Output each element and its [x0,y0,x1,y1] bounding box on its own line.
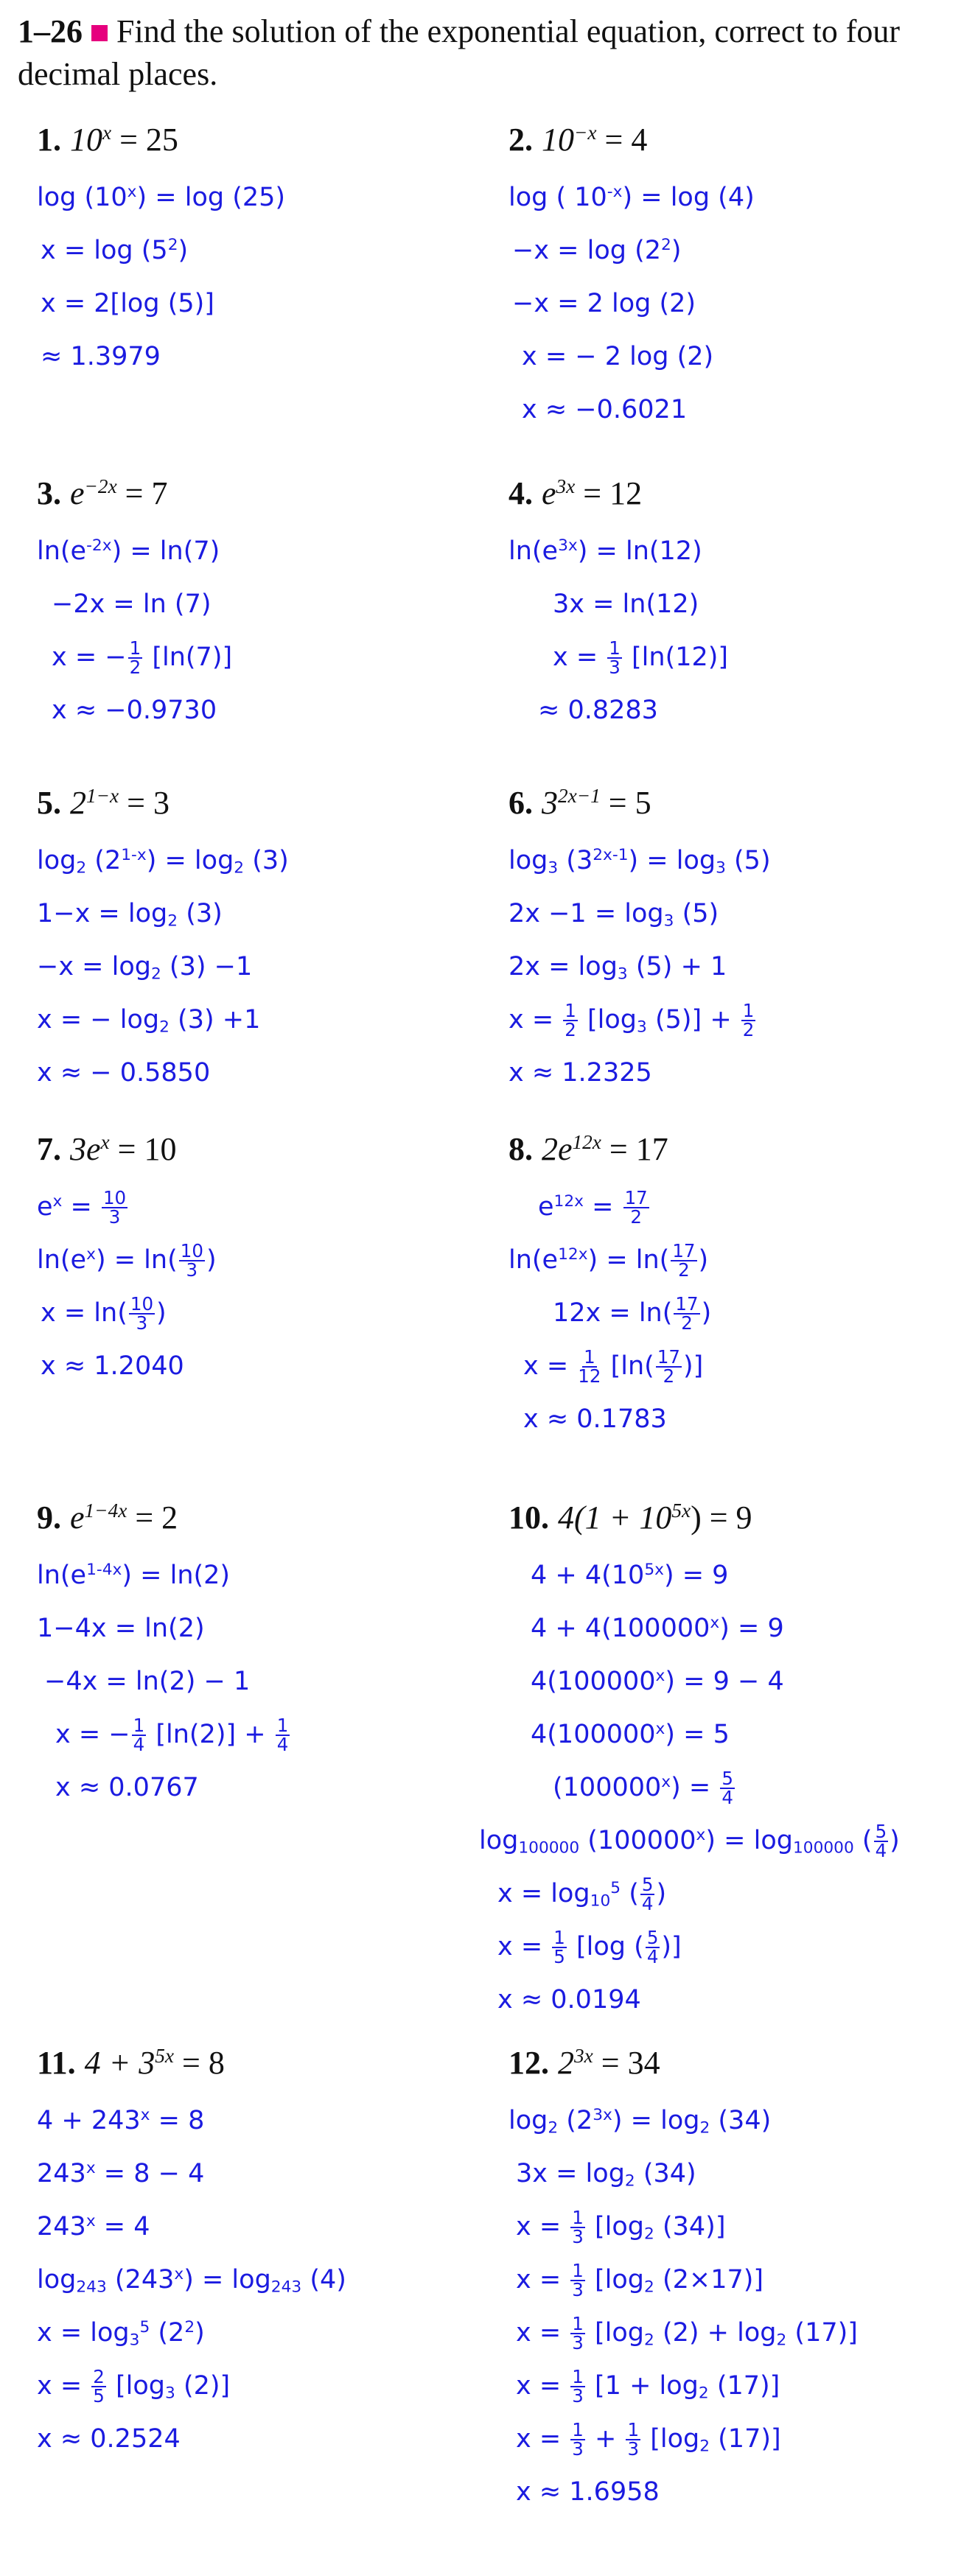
problem-number: 5. [37,785,61,821]
solution-step: x ≈ 0.0767 [55,1773,199,1802]
solution-step: $e^{12x}$ = $\frac{17}{2}$ [538,1186,648,1228]
problem-number: 7. [37,1131,61,1167]
problem-1 [37,118,286,371]
problem-12 [509,2041,858,2507]
problem-statement [37,1127,176,1172]
problem-4 [509,472,729,725]
magenta-square-icon [91,25,108,41]
equation-exponent: −2x [84,475,117,497]
solution-step: x ≈ 1.2040 [41,1351,184,1381]
solution-step: x = − $\frac{1}{4}$ [ln(2)] + $\frac{1}{4}$ [55,1714,289,1755]
problem-3 [37,472,233,725]
problem-statement [37,781,170,825]
equation-base: 2 [558,2045,574,2081]
solution-step: $e^x$ = $\frac{10}{3}$ [37,1186,127,1228]
equation-rest: ) = 9 [691,1499,752,1536]
equation-rest: = 34 [593,2045,660,2081]
equation-rest: = 5 [600,785,651,821]
equation-base: 4 + 3 [84,2045,155,2081]
equation-rest: = 4 [596,122,648,158]
equation-exponent: 5x [671,1499,691,1522]
solution-step: $4(100000^x) = 9 - 4$ [531,1667,784,1696]
solution-step: $\log_2 (2^{1-x}) = \log_2 (3)$ [37,846,289,878]
solution-step: x ≈ −0.6021 [522,395,688,424]
problem-5 [37,781,289,1088]
problem-statement [509,1496,752,1540]
equation-exponent: −x [574,122,597,144]
solution-step: x = $\frac{1}{3}$ [$\log_2$ (2×17)] [516,2259,764,2300]
equation-rest: = 25 [111,122,178,158]
solution-step: $\log (10^x) = \log (25)$ [37,183,286,212]
exercise-header [18,10,954,96]
solution-step: x ≈ 0.1783 [523,1404,667,1434]
equation-base: 3e [70,1131,101,1167]
solution-step: x = ln( $\frac{10}{3}$ ) [41,1292,167,1334]
problem-statement [37,2041,225,2085]
problem-10 [479,1496,900,2015]
equation-rest: = 8 [174,2045,225,2081]
solution-step: x ≈ −0.9730 [52,696,217,725]
solution-step: x = $\frac{1}{3}$ [$\log_2$ $(2) + \log_2 (17)$] [516,2312,858,2353]
equation-base: e [70,1499,85,1536]
problem-number: 8. [509,1131,533,1167]
solution-step: $\ln(e^x) = \ln$( $\frac{10}{3}$ ) [37,1239,217,1281]
solution-step: log ( $10^{-x}) = \log (4)$ [509,183,755,212]
solution-step: $2x = \log_3 (5) + 1$ [509,952,727,984]
problem-8 [509,1127,712,1434]
equation-base: 2 [70,785,86,821]
solution-step: 1−4x = ln(2) [37,1614,205,1643]
solution-step: x = $\frac{1}{5}$ [log ( $\frac{5}{4}$ )] [497,1926,682,1967]
solution-step: $x = \log_{10}^5$ ( $\frac{5}{4}$ ) [497,1873,667,1914]
solution-step: $-x = \log (2^2)$ [512,236,682,265]
exercise-range: 1–26 [18,13,83,49]
solution-step: 3x = ln(12) [553,589,699,619]
equation-exponent: 5x [155,2045,175,2067]
equation-base: 10 [542,122,574,158]
problem-statement [509,1127,668,1172]
solution-step: x ≈ 1.6958 [516,2477,660,2507]
problem-statement [509,781,651,825]
problem-number: 2. [509,122,533,158]
problem-number: 1. [37,122,61,158]
equation-base: 4(1 + 10 [558,1499,672,1536]
problem-number: 10. [509,1499,549,1536]
problem-statement [37,118,178,162]
solution-step: $\ln(e^{1-4x}) = \ln(2)$ [37,1561,231,1590]
equation-base: e [542,475,556,511]
solution-step: ≈ 0.8283 [538,696,658,725]
solution-step: $243^x = 8 - 4$ [37,2159,205,2188]
solution-step: $\log_{243} (243^x) = \log_{243} (4)$ [37,2265,346,2297]
solution-step: x = $\frac{1}{2}$ [$\log_3$ (5)] + $\frac{1}{2}$ [509,999,755,1040]
solution-step: x ≈ 0.2524 [37,2424,181,2454]
problem-statement [509,472,642,516]
solution-step: $x = \log (5^2)$ [41,236,189,265]
equation-exponent: 3x [574,2045,593,2067]
solution-step: x ≈ 1.2325 [509,1058,652,1088]
solution-step: $(100000^x)$ = $\frac{5}{4}$ [553,1767,733,1808]
equation-rest: = 3 [119,785,170,821]
solution-step: $\ln(e^{12x}) = \ln$( $\frac{17}{2}$ ) [509,1239,709,1281]
problem-6 [509,781,771,1088]
solution-step: $4 + 4(100000^x) = 9$ [531,1614,784,1643]
solution-step: $\log_2 (2^{3x}) = \log_2 (34)$ [509,2106,772,2138]
equation-exponent: 3x [556,475,576,497]
solution-step: x = $\frac{2}{5}$ [$\log_3$ (2)] [37,2365,231,2407]
solution-step: $-x = \log_2 (3) -1$ [37,952,253,984]
problem-statement [37,472,168,516]
equation-exponent: 12x [572,1131,601,1153]
equation-exponent: 1−4x [84,1499,127,1522]
equation-rest: = 7 [116,475,168,511]
problem-2 [509,118,755,424]
problem-number: 3. [37,475,61,511]
equation-rest: = 12 [575,475,643,511]
equation-base: 10 [70,122,102,158]
problem-7 [37,1127,217,1381]
equation-base: 2e [542,1131,573,1167]
solution-step: $\ln(e^{3x}) = \ln(12)$ [509,536,702,566]
solution-step: x = $\frac{1}{3}$ $[1 + \log_2 (17)]$ [516,2365,780,2407]
solution-step: x = $\frac{1}{3}$ + $\frac{1}{3}$ [$\log_2$ (17)] [516,2418,781,2460]
solution-step: $x = \log_3^5 (2^2)$ [37,2318,205,2350]
problem-11 [37,2041,346,2454]
problem-statement [509,2041,660,2085]
equation-rest: = 17 [601,1131,668,1167]
solution-step: −4x = ln(2) − 1 [44,1667,251,1696]
equation-exponent: x [100,1131,110,1153]
exercise-instruction: Find the solution of the exponential equation, correct to four decimal places. [18,13,901,92]
problem-number: 11. [37,2045,76,2081]
solution-step: ≈ 1.3979 [41,342,161,371]
solution-step: x ≈ − 0.5850 [37,1058,211,1088]
solution-step: $\log_3 (3^{2x-1}) = \log_3 (5)$ [509,846,771,878]
problem-number: 4. [509,475,533,511]
problem-statement [37,1496,178,1540]
problem-number: 9. [37,1499,61,1536]
solution-step: $2x -1 = \log_3 (5)$ [509,899,719,931]
solution-step: $3x = \log_2 (34)$ [516,2159,696,2191]
solution-step: x = $\frac{1}{3}$ [ln(12)] [553,637,729,678]
equation-base: 3 [542,785,558,821]
solution-step: x = $\frac{1}{3}$ [$\log_2$ (34)] [516,2206,726,2247]
problem-statement [509,118,647,162]
solution-step: x ≈ 0.0194 [497,1985,641,2015]
equation-exponent: 1−x [86,785,119,807]
solution-step: 12x = ln( $\frac{17}{2}$ ) [553,1292,712,1334]
solution-step: x = $\frac{1}{12}$ [ln( $\frac{17}{2}$ )] [523,1345,704,1387]
solution-step: x = − $\frac{1}{2}$ [ln(7)] [52,637,233,678]
solution-step: $4 + 4(10^{5x}) = 9$ [531,1561,729,1590]
problem-number: 12. [509,2045,549,2081]
solution-step: −2x = ln (7) [52,589,212,619]
solution-step: −x = 2 log (2) [512,289,696,318]
equation-rest: = 2 [127,1499,178,1536]
problem-number: 6. [509,785,533,821]
equation-base: e [70,475,85,511]
solution-step: $1-x = \log_2 (3)$ [37,899,223,931]
solution-step: x = − $\log_2 (3) +1$ [37,1005,261,1037]
equation-exponent: 2x−1 [558,785,601,807]
solution-step: $243^x = 4$ [37,2212,150,2241]
solution-step: $\log_{100000} (100000^x) = \log_{100000}$ ( $\frac{5}{4}$ ) [479,1820,900,1861]
solution-step: $4 + 243^x = 8$ [37,2106,205,2135]
solution-step: x = 2[log (5)] [41,289,214,318]
equation-exponent: x [102,122,112,144]
solution-step: $4(100000^x) = 5$ [531,1720,730,1749]
equation-rest: = 10 [109,1131,177,1167]
solution-step: x = − 2 log (2) [522,342,714,371]
problem-9 [37,1496,289,1802]
solution-step: $\ln(e^{-2x}) = \ln(7)$ [37,536,220,566]
